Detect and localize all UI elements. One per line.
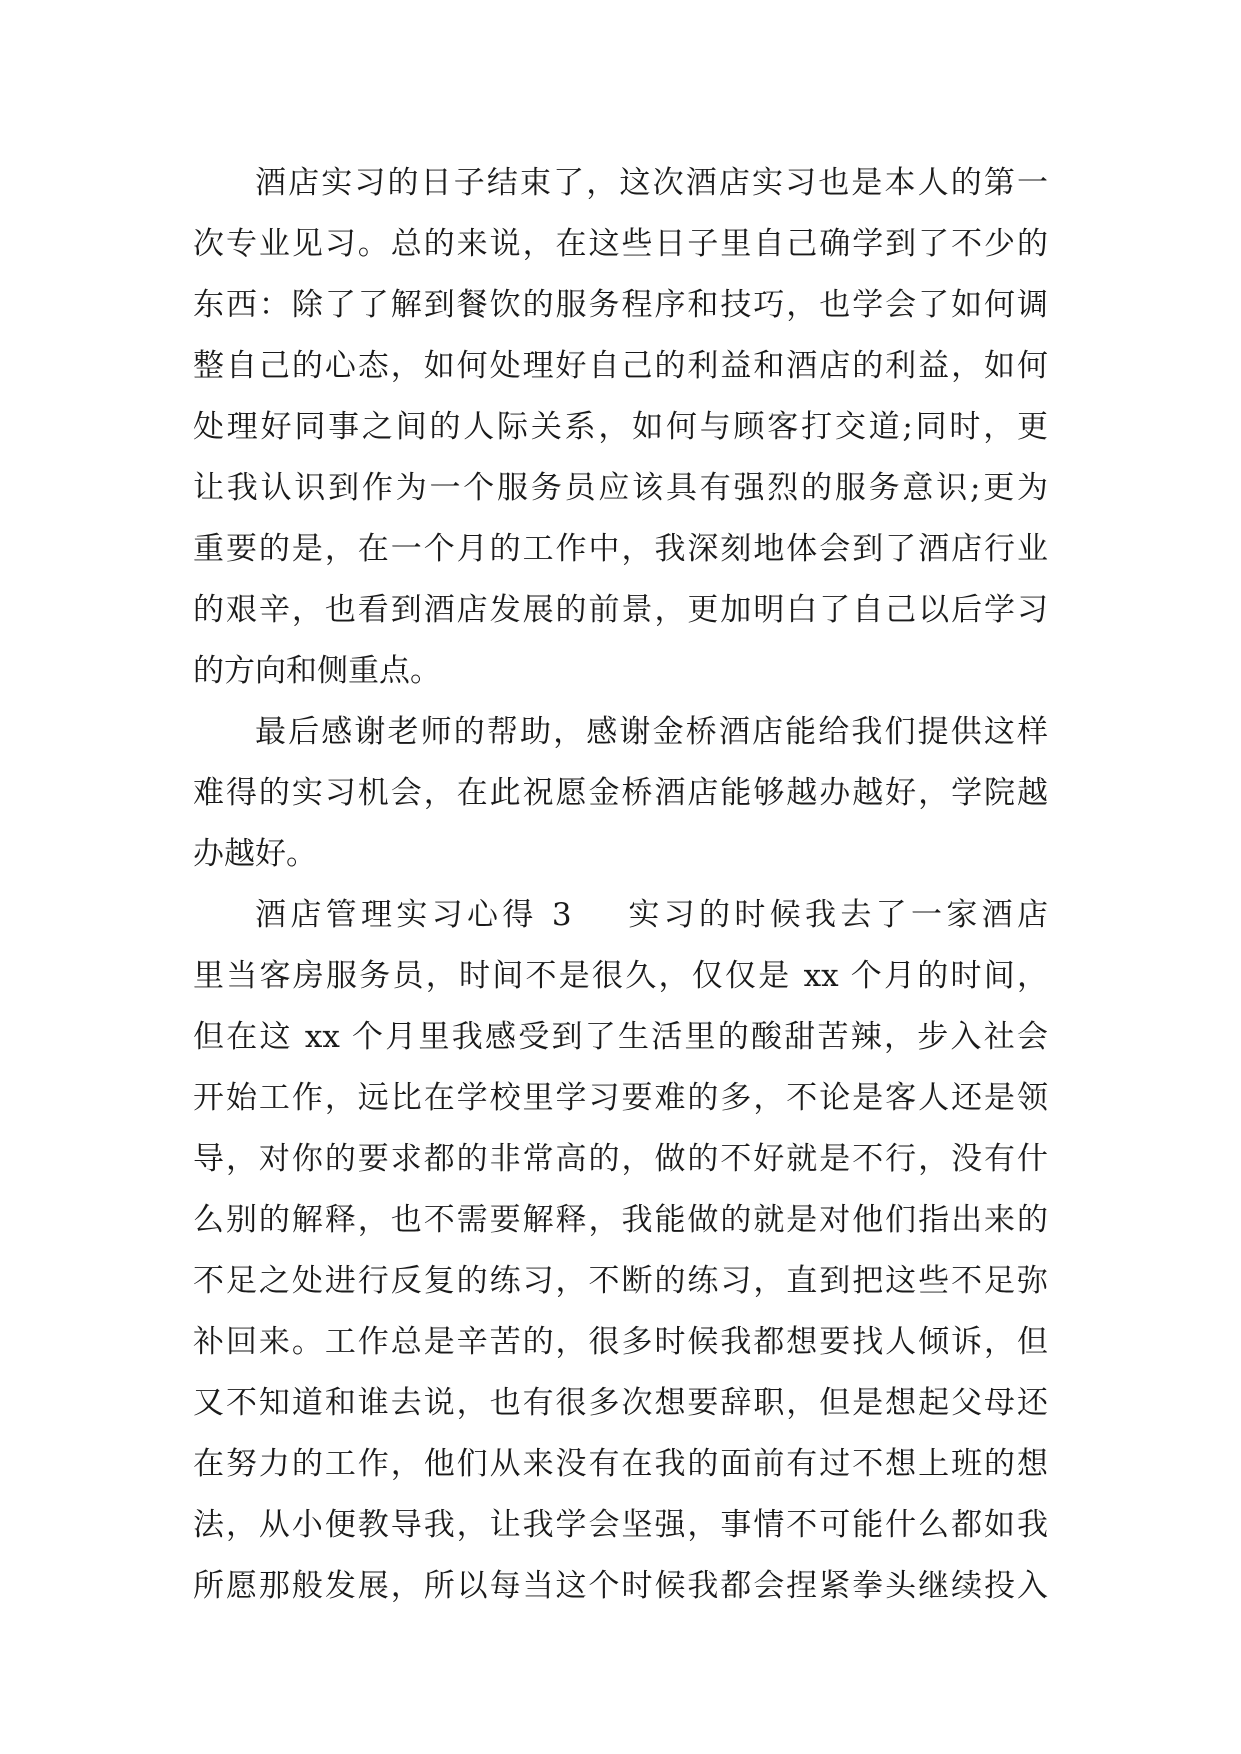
text-line: 酒店管理实习心得 3 实习的时候我去了一家酒店	[255, 897, 1048, 933]
text-line: 办越好。	[193, 836, 317, 872]
paragraph-thanks	[193, 702, 1048, 885]
document-body	[193, 153, 1048, 1617]
text-line: 所愿那般发展，所以每当这个时候我都会捏紧拳头继续投入	[193, 1568, 1048, 1604]
text-line: 东西：除了了解到餐饮的服务程序和技巧，也学会了如何调	[193, 287, 1048, 323]
text-line: 最后感谢老师的帮助，感谢金桥酒店能给我们提供这样	[255, 714, 1048, 750]
text-line: 难得的实习机会，在此祝愿金桥酒店能够越办越好，学院越	[193, 775, 1048, 811]
paragraph-internship-summary	[193, 153, 1048, 702]
text-line: 的艰辛，也看到酒店发展的前景，更加明白了自己以后学习	[193, 592, 1048, 628]
text-line: 导，对你的要求都的非常高的，做的不好就是不行，没有什	[193, 1141, 1048, 1177]
text-line: 不足之处进行反复的练习，不断的练习，直到把这些不足弥	[193, 1263, 1048, 1299]
text-line: 么别的解释，也不需要解释，我能做的就是对他们指出来的	[193, 1202, 1048, 1238]
text-line: 的方向和侧重点。	[193, 653, 441, 689]
text-line: 开始工作，远比在学校里学习要难的多，不论是客人还是领	[193, 1080, 1048, 1116]
text-line: 法，从小便教导我，让我学会坚强，事情不可能什么都如我	[193, 1507, 1048, 1543]
text-line: 重要的是，在一个月的工作中，我深刻地体会到了酒店行业	[193, 531, 1048, 567]
text-line: 让我认识到作为一个服务员应该具有强烈的服务意识;更为	[193, 470, 1048, 506]
text-line: 次专业见习。总的来说，在这些日子里自己确学到了不少的	[193, 226, 1048, 262]
text-line: 在努力的工作，他们从来没有在我的面前有过不想上班的想	[193, 1446, 1048, 1482]
text-line: 但在这 xx 个月里我感受到了生活里的酸甜苦辣，步入社会	[193, 1019, 1048, 1055]
text-line: 里当客房服务员，时间不是很久，仅仅是 xx 个月的时间，	[193, 958, 1048, 994]
text-line: 补回来。工作总是辛苦的，很多时候我都想要找人倾诉，但	[193, 1324, 1048, 1360]
text-line: 又不知道和谁去说，也有很多次想要辞职，但是想起父母还	[193, 1385, 1048, 1421]
text-line: 处理好同事之间的人际关系，如何与顾客打交道;同时，更	[193, 409, 1048, 445]
text-line: 整自己的心态，如何处理好自己的利益和酒店的利益，如何	[193, 348, 1048, 384]
text-line: 酒店实习的日子结束了，这次酒店实习也是本人的第一	[255, 165, 1048, 201]
paragraph-internship-reflection-3	[193, 885, 1048, 1617]
